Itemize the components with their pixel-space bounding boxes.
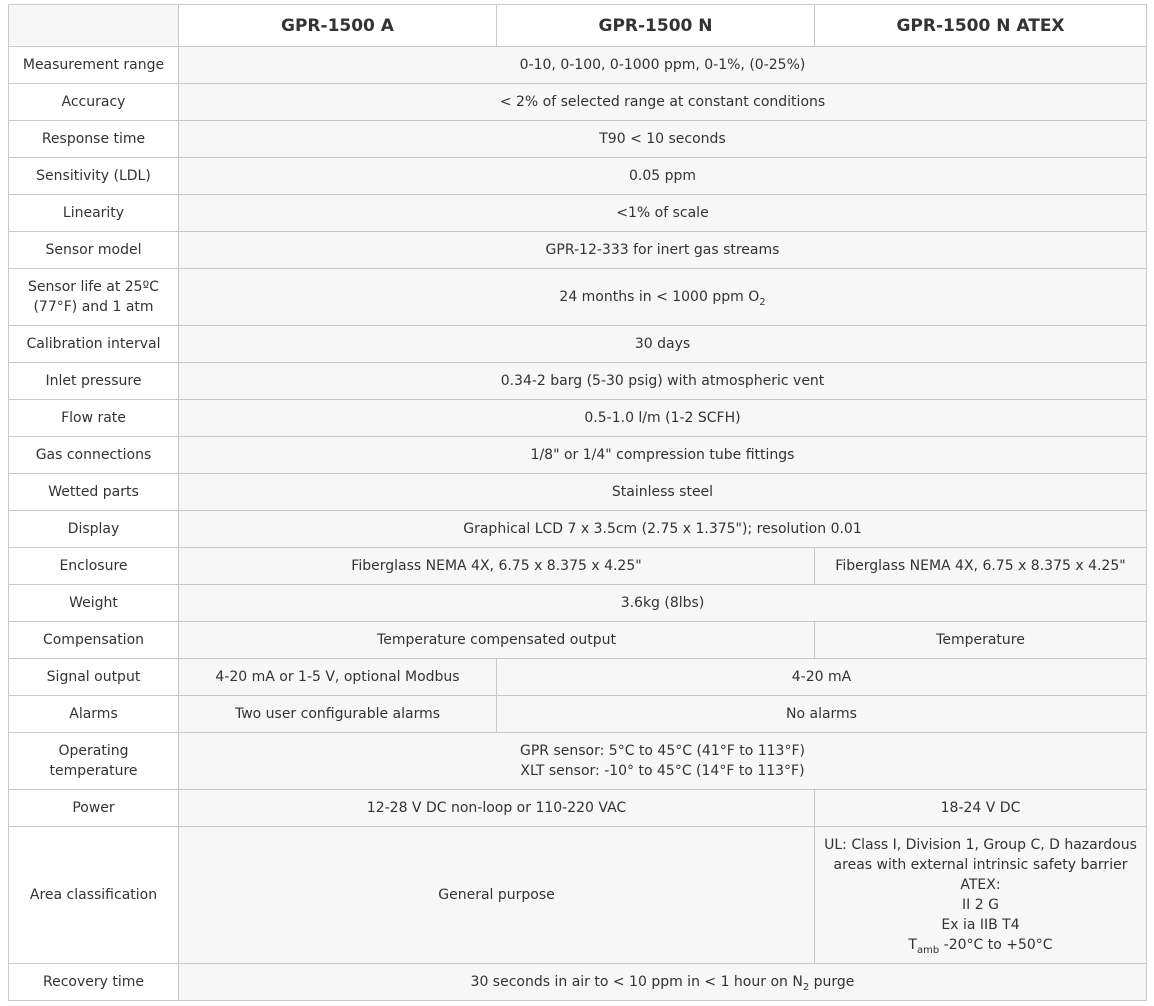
header-gpr-1500-n: GPR-1500 N [497, 5, 815, 47]
value-line: GPR sensor: 5°C to 45°C (41°F to 113°F) [520, 743, 805, 759]
row-label-line: (77°F) and 1 atm [33, 299, 154, 315]
row-label [9, 269, 179, 326]
value-text: 30 seconds in air to < 10 ppm in < 1 hour on N [470, 974, 803, 990]
row-display [9, 511, 1147, 548]
row-label: Wetted parts [9, 474, 179, 511]
row-alarms [9, 696, 1147, 733]
row-value: T90 < 10 seconds [179, 121, 1147, 158]
value-subscript: 2 [759, 296, 766, 308]
row-sensor-life [9, 269, 1147, 326]
row-value-atex [815, 827, 1147, 964]
header-gpr-1500-n-atex: GPR-1500 N ATEX [815, 5, 1147, 47]
value-text: T [908, 937, 917, 953]
value-text: -20°C to +50°C [939, 937, 1053, 953]
row-label: Signal output [9, 659, 179, 696]
row-label: Power [9, 790, 179, 827]
row-label: Gas connections [9, 437, 179, 474]
row-label: Compensation [9, 622, 179, 659]
row-power [9, 790, 1147, 827]
header-gpr-1500-a: GPR-1500 A [179, 5, 497, 47]
row-label: Measurement range [9, 47, 179, 84]
row-value-n-atex: No alarms [497, 696, 1147, 733]
row-label: Sensitivity (LDL) [9, 158, 179, 195]
row-value-atex: Temperature [815, 622, 1147, 659]
row-operating-temperature [9, 733, 1147, 790]
row-value [179, 733, 1147, 790]
row-value-atex: 18-24 V DC [815, 790, 1147, 827]
row-wetted-parts [9, 474, 1147, 511]
value-line: UL: Class I, Division 1, Group C, D hazardous [824, 837, 1137, 853]
spec-table [8, 4, 1147, 1001]
row-value-atex: Fiberglass NEMA 4X, 6.75 x 8.375 x 4.25" [815, 548, 1147, 585]
value-line: areas with external intrinsic safety barrier [833, 857, 1128, 873]
row-value-a-n: 12-28 V DC non-loop or 110-220 VAC [179, 790, 815, 827]
value-line: XLT sensor: -10° to 45°C (14°F to 113°F) [520, 763, 805, 779]
row-value-a-n: Temperature compensated output [179, 622, 815, 659]
row-value-a: Two user configurable alarms [179, 696, 497, 733]
row-label: Sensor model [9, 232, 179, 269]
row-recovery-time [9, 964, 1147, 1001]
row-label: Enclosure [9, 548, 179, 585]
row-label: Recovery time [9, 964, 179, 1001]
row-value-a-n: General purpose [179, 827, 815, 964]
row-weight [9, 585, 1147, 622]
value-line: Ex ia IIB T4 [941, 917, 1020, 933]
row-label: Weight [9, 585, 179, 622]
row-label: Response time [9, 121, 179, 158]
row-value-a-n: Fiberglass NEMA 4X, 6.75 x 8.375 x 4.25" [179, 548, 815, 585]
row-value-n-atex: 4-20 mA [497, 659, 1147, 696]
value-line: ATEX: [960, 877, 1001, 893]
row-compensation [9, 622, 1147, 659]
row-label: Operating temperature [9, 733, 179, 790]
row-signal-output [9, 659, 1147, 696]
row-value: 0-10, 0-100, 0-1000 ppm, 0-1%, (0-25%) [179, 47, 1147, 84]
value-line [823, 935, 1138, 955]
row-value: 0.5-1.0 l/m (1-2 SCFH) [179, 400, 1147, 437]
row-inlet-pressure [9, 363, 1147, 400]
row-label: Accuracy [9, 84, 179, 121]
header-row [9, 5, 1147, 47]
row-value [179, 964, 1147, 1001]
row-measurement-range [9, 47, 1147, 84]
row-value: < 2% of selected range at constant conditions [179, 84, 1147, 121]
row-value-a: 4-20 mA or 1-5 V, optional Modbus [179, 659, 497, 696]
row-value [179, 269, 1147, 326]
value-text: 24 months in < 1000 ppm O [559, 289, 760, 305]
row-sensitivity [9, 158, 1147, 195]
header-blank-cell [9, 5, 179, 47]
value-subscript: amb [916, 944, 940, 956]
row-value: Stainless steel [179, 474, 1147, 511]
row-value: <1% of scale [179, 195, 1147, 232]
value-text: purge [809, 974, 855, 990]
row-sensor-model [9, 232, 1147, 269]
row-value: 0.34-2 barg (5-30 psig) with atmospheric vent [179, 363, 1147, 400]
row-flow-rate [9, 400, 1147, 437]
row-gas-connections [9, 437, 1147, 474]
row-enclosure [9, 548, 1147, 585]
row-value: 3.6kg (8lbs) [179, 585, 1147, 622]
row-label: Display [9, 511, 179, 548]
row-accuracy [9, 84, 1147, 121]
row-label-line: Sensor life at 25ºC [28, 279, 159, 295]
row-value: 0.05 ppm [179, 158, 1147, 195]
row-value: 1/8" or 1/4" compression tube fittings [179, 437, 1147, 474]
value-line: II 2 G [962, 897, 999, 913]
row-label: Alarms [9, 696, 179, 733]
row-area-classification [9, 827, 1147, 964]
row-label: Linearity [9, 195, 179, 232]
row-label: Area classification [9, 827, 179, 964]
row-label: Calibration interval [9, 326, 179, 363]
value-subscript: 2 [802, 981, 810, 993]
row-value: 30 days [179, 326, 1147, 363]
row-calibration-interval [9, 326, 1147, 363]
row-label: Flow rate [9, 400, 179, 437]
row-linearity [9, 195, 1147, 232]
row-label: Inlet pressure [9, 363, 179, 400]
row-value: GPR-12-333 for inert gas streams [179, 232, 1147, 269]
row-response-time [9, 121, 1147, 158]
row-value: Graphical LCD 7 x 3.5cm (2.75 x 1.375"); resolution 0.01 [179, 511, 1147, 548]
